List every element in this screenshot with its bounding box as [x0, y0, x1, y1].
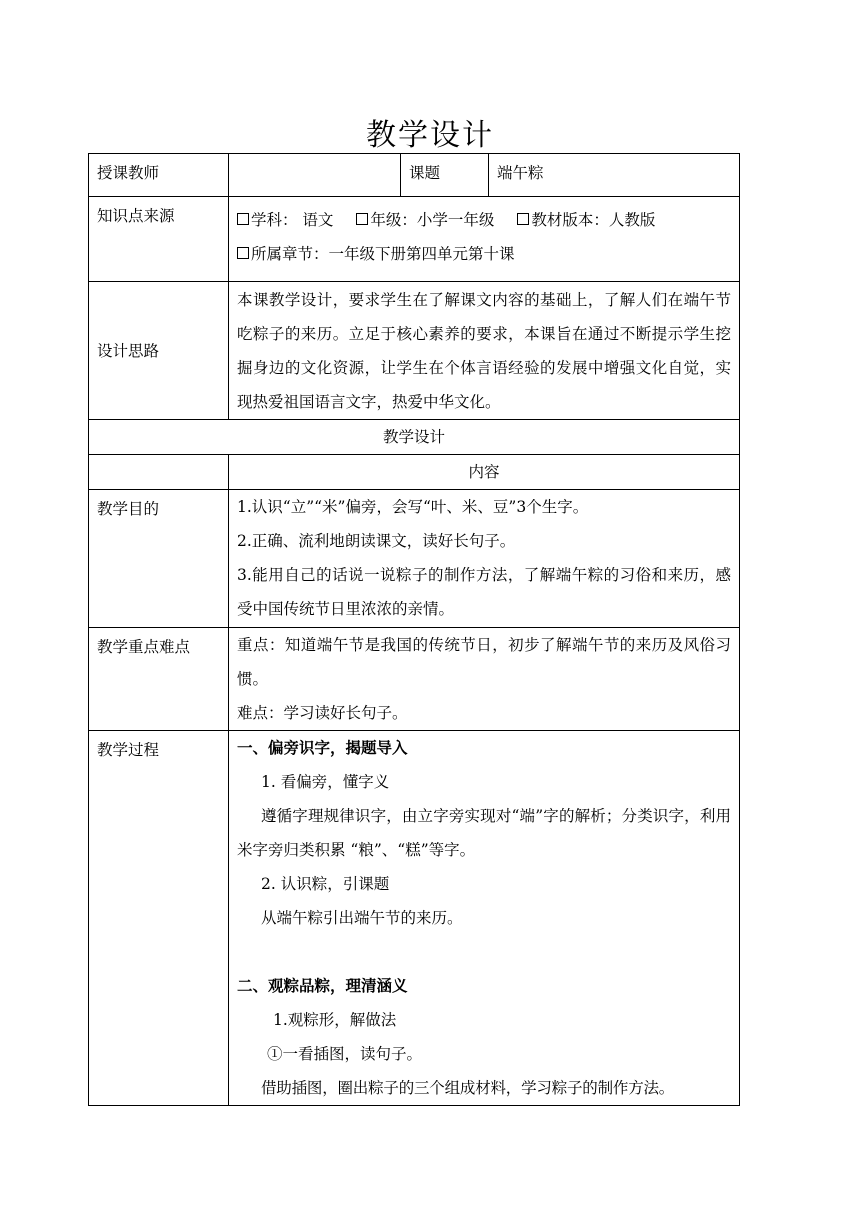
section-header: 教学设计: [89, 420, 740, 455]
edition-text: 教材版本：人教版: [531, 211, 656, 229]
grade-checkbox-item: [356, 211, 494, 229]
source-line-1: [237, 203, 731, 237]
process-section-1-title: 一、偏旁识字，揭题导入: [237, 738, 408, 757]
grade-text: 年级：小学一年级: [370, 211, 495, 229]
row-process: [89, 731, 740, 1106]
empty-cell: [89, 455, 229, 490]
row-idea: [89, 282, 740, 420]
process-item: 1.观粽形，解做法: [273, 1011, 397, 1029]
checkbox-icon: [517, 213, 529, 225]
goal-item: 3.能用自己的话说一说粽子的制作方法，了解端午粽的习俗和来历，感受中国传统节日里浓浓的亲情。: [237, 566, 731, 618]
teacher-value: [229, 154, 401, 197]
checkbox-icon: [237, 247, 249, 259]
process-text: 遵循字理规律识字，由立字旁实现对“端”字的解析；分类识字，利用米字旁归类积累 “粮”、“糕”等字。: [237, 807, 731, 859]
goal-item: 2.正确、流利地朗读课文，读好长句子。: [237, 532, 516, 550]
goal-item: 1.认识“立”“米”偏旁，会写“叶、米、豆”3个生字。: [237, 498, 589, 516]
row-section-header: [89, 420, 740, 455]
key-content: [229, 628, 740, 731]
row-goals: [89, 490, 740, 628]
row-content-header: [89, 455, 740, 490]
subject-checkbox-item: [237, 211, 333, 229]
document-title: 教学设计: [366, 118, 494, 153]
chapter-text: 所属章节：一年级下册第四单元第十课: [251, 245, 515, 263]
process-content: [229, 731, 740, 1106]
spacer: [237, 935, 731, 969]
process-subitem: ①一看插图，读句子。: [267, 1045, 423, 1063]
source-content: [229, 197, 740, 282]
edition-checkbox-item: [517, 211, 655, 229]
process-section-2-title: 二、观粽品粽，理清涵义: [237, 976, 408, 995]
lesson-plan-table: [88, 153, 740, 1106]
row-key-points: [89, 628, 740, 731]
teacher-label: 授课教师: [89, 154, 229, 197]
source-line-2: [237, 237, 731, 271]
topic-label: 课题: [401, 154, 489, 197]
checkbox-icon: [356, 213, 368, 225]
goals-content: [229, 490, 740, 628]
process-text: 借助插图，圈出粽子的三个组成材料，学习粽子的制作方法。: [261, 1079, 675, 1097]
process-item: 1. 看偏旁，懂字义: [261, 773, 390, 791]
idea-label: 设计思路: [89, 282, 229, 420]
row-source: [89, 197, 740, 282]
checkbox-icon: [237, 213, 249, 225]
key-label: 教学重点难点: [89, 628, 229, 731]
process-item: 2. 认识粽，引课题: [261, 875, 390, 893]
topic-value: 端午粽: [489, 154, 740, 197]
idea-text: 本课教学设计，要求学生在了解课文内容的基础上，了解人们在端午节吃粽子的来历。立足于核心素养的要求，本课旨在通过不断提示学生挖掘身边的文化资源，让学生在个体言语经验的发展中增强文化自觉，实现热爱祖国语言文字，热爱中华文化。: [229, 282, 740, 420]
process-label: 教学过程: [89, 731, 229, 1106]
subject-text: 学科： 语文: [251, 211, 334, 229]
difficulty-text: 难点：学习读好长句子。: [237, 704, 408, 722]
row-teacher: [89, 154, 740, 197]
process-text: 从端午粽引出端午节的来历。: [261, 909, 463, 927]
goals-label: 教学目的: [89, 490, 229, 628]
content-header: 内容: [229, 455, 740, 490]
key-point-text: 重点：知道端午节是我国的传统节日，初步了解端午节的来历及风俗习惯。: [237, 636, 731, 688]
source-label: 知识点来源: [89, 197, 229, 282]
